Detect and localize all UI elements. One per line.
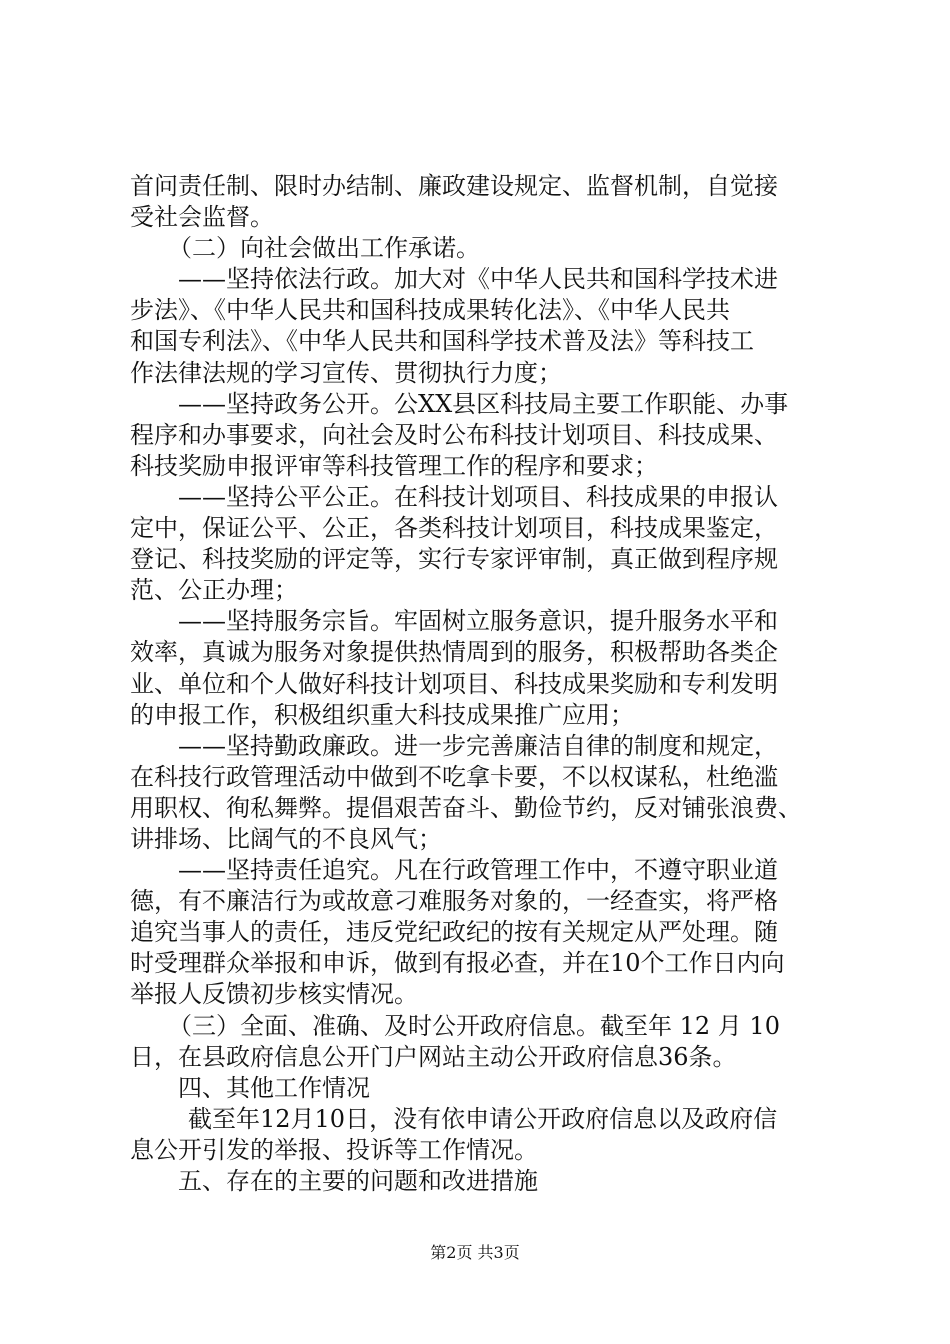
text-line: 效率，真诚为服务对象提供热情周到的服务，积极帮助各类企 [130,638,778,666]
text-line: 登记、科技奖励的评定等，实行专家评审制，真正做到程序规 [130,545,778,573]
text-line: 范、公正办理； [130,576,298,604]
text-line: ——坚持服务宗旨。牢固树立服务意识，提升服务水平和 [178,607,778,635]
text-line: 截至年12月10日，没有依申请公开政府信息以及政府信 [188,1105,778,1133]
text-line: （二）向社会做出工作承诺。 [168,234,480,262]
text-line: 科技奖励申报评审等科技管理工作的程序和要求； [130,452,658,480]
text-line: 和国专利法》、《中华人民共和国科学技术普及法》等科技工 [130,327,754,355]
text-line: 用职权、徇私舞弊。提倡艰苦奋斗、勤俭节约，反对铺张浪费、 [130,794,802,822]
text-line: 讲排场、比阔气的不良风气； [130,825,442,853]
text-line: 程序和办事要求，向社会及时公布科技计划项目、科技成果、 [130,421,778,449]
text-line: ——坚持公平公正。在科技计划项目、科技成果的申报认 [178,483,778,511]
text-line: 五、存在的主要的问题和改进措施 [178,1167,538,1195]
text-line: 举报人反馈初步核实情况。 [130,980,418,1008]
text-line: 步法》、《中华人民共和国科技成果转化法》、《中华人民共 [130,296,730,324]
text-line: ——坚持勤政廉政。进一步完善廉洁自律的制度和规定， [178,732,778,760]
text-line: 息公开引发的举报、投诉等工作情况。 [130,1136,538,1164]
text-line: （三）全面、准确、及时公开政府信息。截至年 12 月 10 [168,1012,780,1040]
text-line: 业、单位和个人做好科技计划项目、科技成果奖励和专利发明 [130,670,778,698]
text-line: 四、其他工作情况 [178,1074,370,1102]
text-line: 受社会监督。 [130,203,274,231]
text-line: 时受理群众举报和申诉，做到有报必查，并在10个工作日内向 [130,949,785,977]
text-line: ——坚持责任追究。凡在行政管理工作中，不遵守职业道 [178,856,778,884]
text-line: 日，在县政府信息公开门户网站主动公开政府信息36条。 [130,1043,737,1071]
page-number-footer: 第2页 共3页 [430,1243,520,1262]
text-line: 的申报工作，积极组织重大科技成果推广应用； [130,701,634,729]
text-line: 在科技行政管理活动中做到不吃拿卡要，不以权谋私，杜绝滥 [130,763,778,791]
text-line: 德，有不廉洁行为或故意刁难服务对象的，一经查实，将严格 [130,887,778,915]
text-line: 作法律法规的学习宣传、贯彻执行力度； [130,359,562,387]
text-line: 追究当事人的责任，违反党纪政纪的按有关规定从严处理。随 [130,918,778,946]
text-line: ——坚持依法行政。加大对《中华人民共和国科学技术进 [178,265,778,293]
text-line: 定中，保证公平、公正，各类科技计划项目，科技成果鉴定， [130,514,778,542]
text-line: ——坚持政务公开。公XX县区科技局主要工作职能、办事 [178,390,789,418]
text-line: 首问责任制、限时办结制、廉政建设规定、监督机制，自觉接 [130,172,778,200]
